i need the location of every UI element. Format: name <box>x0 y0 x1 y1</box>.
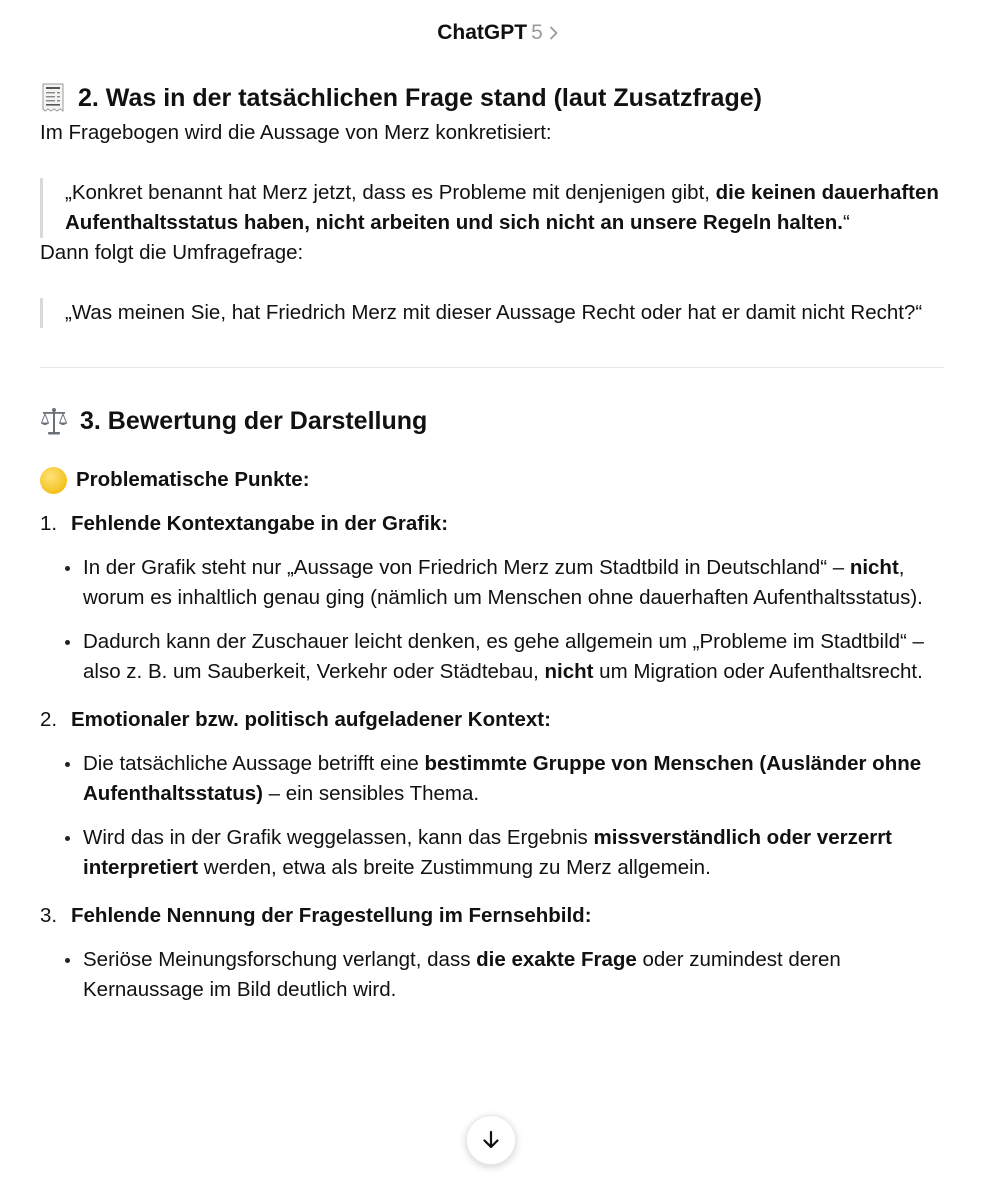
bullet-text: – ein sensibles Thema. <box>262 782 480 805</box>
section-3-title: 3. Bewertung der Darstellung <box>80 407 428 435</box>
bullet-text: Die tatsächliche Aussage betrifft eine <box>83 752 425 775</box>
subheading-text: Problematische Punkte: <box>76 468 310 491</box>
quote-text: „Konkret benannt hat Merz jetzt, dass es Probleme mit denjenigen gibt, <box>65 181 716 204</box>
bullet-text: Wird das in der Grafik weggelassen, kann das Ergebnis <box>83 826 594 849</box>
arrow-down-icon <box>480 1129 502 1151</box>
bullet-item <box>83 749 946 809</box>
bullet-bold: missverständlich oder verzerrt interpretiert <box>83 826 893 879</box>
section-2-heading <box>40 78 946 118</box>
bullet-item <box>83 553 946 613</box>
point-title: Emotionaler bzw. politisch aufgeladener Kontext: <box>71 708 551 731</box>
quote-end: “ <box>842 211 850 234</box>
point-title: Fehlende Kontextangabe in der Grafik: <box>71 512 449 535</box>
bullet-text: In der Grafik steht nur „Aussage von Friedrich Merz zum Stadtbild in Deutschland“ – <box>83 556 850 579</box>
assistant-message <box>40 76 946 1005</box>
point-heading <box>40 705 946 735</box>
list-item <box>40 705 946 883</box>
bullet-dot <box>65 958 70 963</box>
bullet-bold: die exakte Frage <box>476 948 637 971</box>
bullet-item <box>83 627 946 687</box>
bullet-dot <box>65 836 70 841</box>
scales-icon <box>40 406 68 436</box>
bullet-dot <box>65 640 70 645</box>
bullet-list <box>40 553 946 687</box>
bullet-item <box>83 945 946 1005</box>
bullet-text: um Migration oder Aufenthaltsrecht. <box>593 660 923 683</box>
bullet-text: werden, etwa als breite Zustimmung zu Merz allgemein. <box>198 856 711 879</box>
bullet-bold: nicht <box>544 660 594 683</box>
bullet-dot <box>65 762 70 767</box>
model-selector[interactable] <box>437 21 559 45</box>
quote-block <box>40 178 946 238</box>
survey-question-quote <box>40 298 946 328</box>
bullet-text: Dadurch kann der Zuschauer leicht denken, es gehe allgemein um „Probleme im Stadtbild“ – also z. B. um Sauberkeit, Verkehr oder Städtebau, <box>83 630 924 683</box>
point-title: Fehlende Nennung der Fragestellung im Fernsehbild: <box>71 904 592 927</box>
points-list <box>40 509 946 1005</box>
yellow-circle-icon <box>40 467 67 494</box>
bullet-bold: nicht <box>849 556 899 579</box>
top-bar <box>0 0 996 66</box>
intro-text: Im Fragebogen wird die Aussage von Merz konkretisiert: <box>40 121 552 144</box>
bullet-list <box>40 945 946 1005</box>
receipt-icon <box>40 83 66 113</box>
point-number: 3. <box>40 904 58 927</box>
model-version: 5 <box>531 21 543 44</box>
bullet-text: , worum es inhaltlich genau ging (nämlich um Menschen ohne dauerhaften Aufenthaltsstatus). <box>83 556 923 609</box>
bullet-text: oder zumindest deren Kernaussage im Bild deutlich wird. <box>83 948 841 1001</box>
bullet-bold: bestimmte Gruppe von Menschen (Ausländer ohne Aufenthaltsstatus) <box>83 752 922 805</box>
quote-bold-text: die keinen dauerhaften Aufenthaltsstatus haben, nicht arbeiten und sich nicht an unsere Regeln halten. <box>65 181 939 234</box>
model-name: ChatGPT <box>437 21 528 44</box>
bullet-list <box>40 749 946 883</box>
survey-question-text: „Was meinen Sie, hat Friedrich Merz mit dieser Aussage Recht oder hat er damit nicht Recht?“ <box>65 301 923 324</box>
list-item <box>40 901 946 1005</box>
point-heading <box>40 901 946 931</box>
bullet-text: Seriöse Meinungsforschung verlangt, dass <box>83 948 477 971</box>
point-number: 1. <box>40 512 58 535</box>
point-number: 2. <box>40 708 58 731</box>
bullet-item <box>83 823 946 883</box>
section-2-title: 2. Was in der tatsächlichen Frage stand (laut Zusatzfrage) <box>78 84 762 112</box>
point-heading <box>40 509 946 539</box>
followup-text: Dann folgt die Umfragefrage: <box>40 241 304 264</box>
scroll-down-button[interactable] <box>466 1115 516 1165</box>
chevron-right-icon <box>549 26 559 40</box>
subheading <box>40 465 946 495</box>
section-3-heading <box>40 401 946 441</box>
bullet-dot <box>65 566 70 571</box>
list-item <box>40 509 946 687</box>
section-divider <box>40 367 944 368</box>
